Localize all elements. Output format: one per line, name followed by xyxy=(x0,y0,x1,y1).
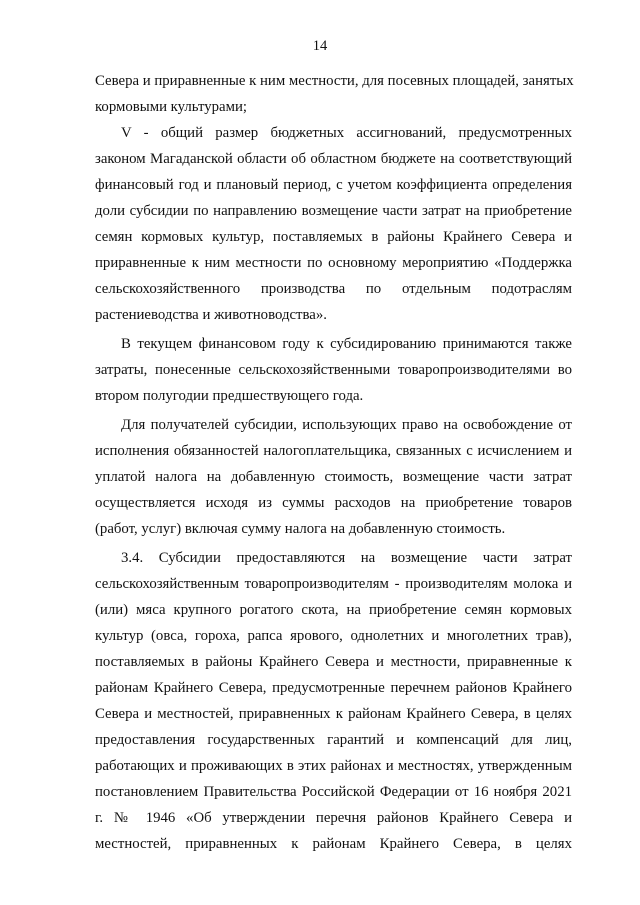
text-line: сельскохозяйственного производства по отдельным подотраслям xyxy=(95,281,572,297)
text-line: V - общий размер бюджетных ассигнований, предусмотренных xyxy=(121,125,572,141)
text-line: культур (овса, гороха, рапса ярового, однолетних и многолетних трав), xyxy=(95,628,572,644)
text-line: (или) мяса крупного рогатого скота, на приобретение семян кормовых xyxy=(95,602,572,618)
page-number: 14 xyxy=(312,38,328,54)
text-line: кормовыми культурами; xyxy=(95,99,248,115)
text-line: работающих и проживающих в этих районах и местностях, утвержденным xyxy=(95,758,572,774)
text-line: районам Крайнего Севера, предусмотренные перечнем районов Крайнего xyxy=(95,680,572,696)
text-line: осуществляется исходя из суммы расходов на приобретение товаров xyxy=(95,495,572,511)
text-line: финансовый год и плановый период, с учетом коэффициента определения xyxy=(95,177,572,193)
text-line: (работ, услуг) включая сумму налога на добавленную стоимость. xyxy=(95,521,506,537)
text-line: В текущем финансовом году к субсидированию принимаются также xyxy=(121,336,572,352)
text-line: затраты, понесенные сельскохозяйственными товаропроизводителями во xyxy=(95,362,572,378)
text-line: постановлением Правительства Российской Федерации от 16 ноября 2021 xyxy=(95,784,572,800)
text-line: Севера и приравненные к ним местности, для посевных площадей, занятых xyxy=(95,73,574,89)
text-line: г. № 1946 «Об утверждении перечня районов Крайнего Севера и xyxy=(95,810,572,826)
text-line: Севера и местностей, приравненных к районам Крайнего Севера, в целях xyxy=(95,706,572,722)
text-line: сельскохозяйственным товаропроизводителям - производителям молока и xyxy=(95,576,572,592)
text-line: местностей, приравненных к районам Крайнего Севера, в целях xyxy=(95,836,572,852)
text-line: исполнения обязанностей налогоплательщика, связанных с исчислением и xyxy=(95,443,572,459)
text-line: растениеводства и животноводства». xyxy=(95,307,327,323)
text-line: предоставления государственных гарантий и компенсаций для лиц, xyxy=(95,732,572,748)
text-line: втором полугодии предшествующего года. xyxy=(95,388,364,404)
text-line: законом Магаданской области об областном бюджете на соответствующий xyxy=(95,151,572,167)
text-line: семян кормовых культур, поставляемых в районы Крайнего Севера и xyxy=(95,229,572,245)
text-line: Для получателей субсидии, использующих право на освобождение от xyxy=(121,417,572,433)
text-line: доли субсидии по направлению возмещение части затрат на приобретение xyxy=(95,203,572,219)
text-line: уплатой налога на добавленную стоимость, возмещение части затрат xyxy=(95,469,572,485)
text-line: 3.4. Субсидии предоставляются на возмещение части затрат xyxy=(121,550,572,566)
text-line: поставляемых в районы Крайнего Севера и местности, приравненные к xyxy=(95,654,572,670)
text-line: приравненные к ним местности по основному мероприятию «Поддержка xyxy=(95,255,572,271)
